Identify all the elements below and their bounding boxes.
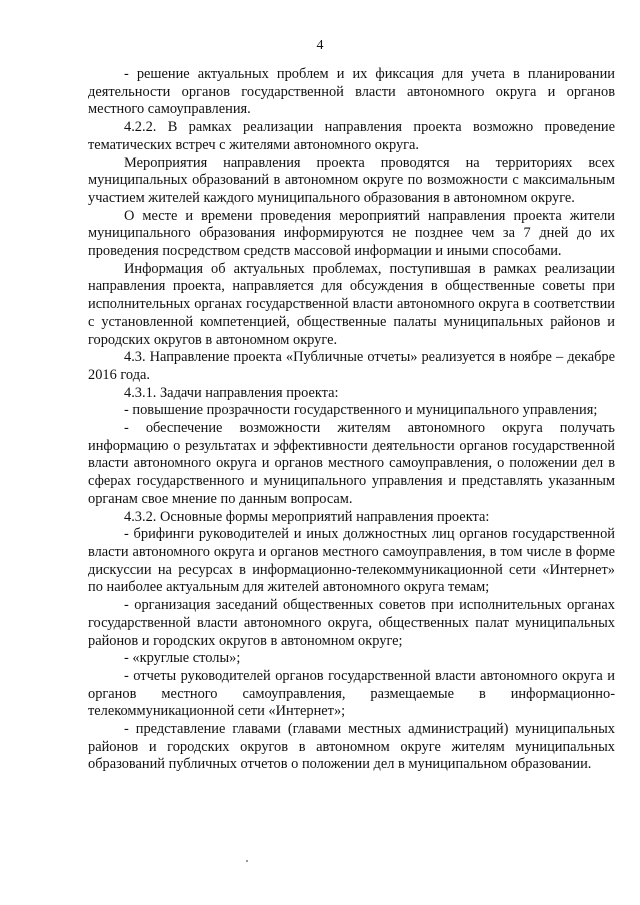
paragraph-15: - представление главами (главами местных администраций) муниципальных районов и городских округов в автономном округе жителям муниципальных образований публичных отчетов о положении дел в муниципальном образовании. bbox=[88, 721, 615, 773]
paragraph-13: - «круглые столы»; bbox=[124, 650, 241, 667]
paragraph-9: - обеспечение возможности жителям автономного округа получать информацию о результатах и эффективности деятельности органов государственной власти автономного округа и органов местного самоуправления, о положении дел в сферах государственного и муниципального управления и представлять указанным органам свое мнение по данным вопросам. bbox=[88, 420, 615, 507]
paragraph-1: - решение актуальных проблем и их фиксация для учета в планировании деятельности органов государственной власти автономного округа и органов местного самоуправления. bbox=[88, 66, 615, 118]
scan-speck bbox=[246, 860, 248, 862]
paragraph-10: 4.3.2. Основные формы мероприятий направления проекта: bbox=[124, 508, 490, 525]
paragraph-14: - отчеты руководителей органов государственной власти автономного округа и органов местного самоуправления, размещаемые в информационно-телекоммуникационной сети «Интернет»; bbox=[88, 667, 615, 720]
paragraph-2: 4.2.2. В рамках реализации направления проекта возможно проведение тематических встреч с жителями автономного округа. bbox=[88, 119, 615, 153]
paragraph-12: - организация заседаний общественных советов при исполнительных органах государственной власти автономного округа, общественных палат муниципальных районов и городских округов в автономном округе; bbox=[88, 597, 615, 649]
paragraph-7: 4.3.1. Задачи направления проекта: bbox=[124, 384, 339, 401]
paragraph-11: - брифинги руководителей и иных должностных лиц органов государственной власти автономного округа и органов местного самоуправления, в том числе в форме дискуссии на ресурсах в информационно-телекоммуникационной сети «Интернет» по наиболее актуальным для жителей автономного округа темам; bbox=[88, 526, 615, 596]
page-number: 4 bbox=[316, 38, 324, 53]
paragraph-5: Информация об актуальных проблемах, поступившая в рамках реализации направления проекта, направляется для обсуждения в общественные советы при исполнительных органах государственной власти автономного округа в соответствии с установленной компетенцией, общественные палаты муниципальных районов и городских округов в автономном округе. bbox=[88, 260, 615, 348]
document-body bbox=[88, 66, 615, 774]
paragraph-4: О месте и времени проведения мероприятий направления проекта жители муниципального образования информируются не позднее чем за 7 дней до их проведения посредством средств массовой информации и иными способами. bbox=[88, 207, 615, 260]
paragraph-6: 4.3. Направление проекта «Публичные отчеты» реализуется в ноябре – декабре 2016 года. bbox=[88, 349, 615, 383]
paragraph-8: - повышение прозрачности государственного и муниципального управления; bbox=[124, 402, 598, 419]
paragraph-3: Мероприятия направления проекта проводятся на территориях всех муниципальных образований в автономном округе по возможности с максимальным участием жителей каждого муниципального образования в автономном округе. bbox=[88, 154, 615, 206]
